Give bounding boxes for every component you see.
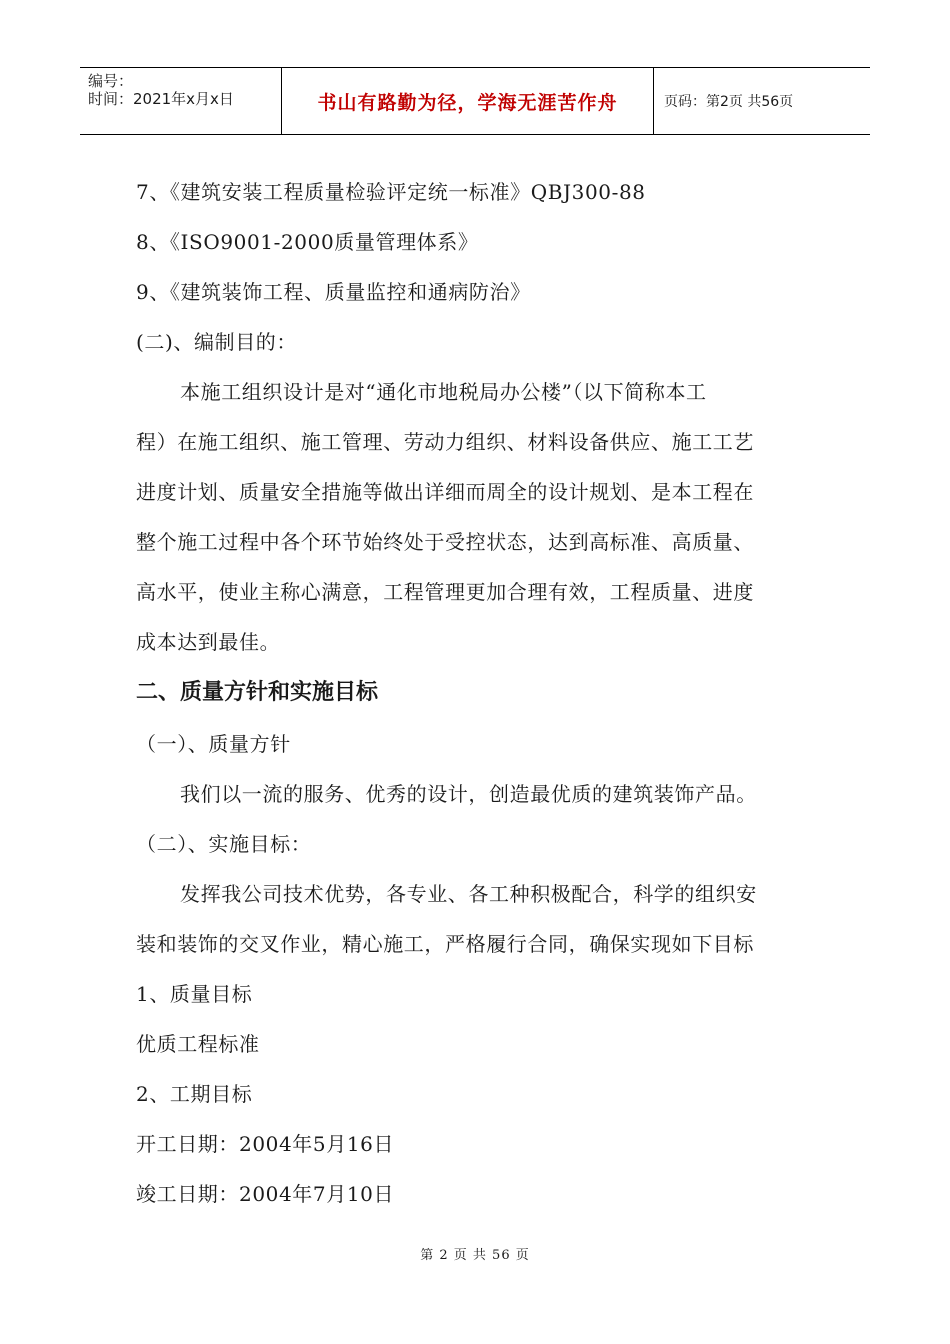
paragraph-line: 装和装饰的交叉作业，精心施工，严格履行合同，确保实现如下目标 bbox=[136, 932, 754, 956]
paragraph-line: 本施工组织设计是对“通化市地税局办公楼”（以下简称本工 bbox=[180, 380, 707, 404]
paragraph-line: 发挥我公司技术优势，各专业、各工种积极配合，科学的组织安 bbox=[180, 882, 757, 906]
quality-goal-value: 优质工程标准 bbox=[136, 1032, 260, 1056]
completion-date: 竣工日期：2004年7月10日 bbox=[136, 1182, 395, 1206]
reference-item-8: 8、《ISO9001-2000质量管理体系》 bbox=[136, 230, 479, 254]
section-heading: 二、质量方针和实施目标 bbox=[136, 680, 379, 705]
header-meta bbox=[80, 68, 282, 134]
header-time-label: 时间：2021年x月x日 bbox=[88, 90, 234, 108]
list-item-schedule-goal: 2、工期目标 bbox=[136, 1082, 253, 1106]
paragraph-line: 高水平，使业主称心满意，工程管理更加合理有效，工程质量、进度 bbox=[136, 580, 754, 604]
paragraph-line: 我们以一流的服务、优秀的设计，创造最优质的建筑装饰产品。 bbox=[180, 782, 757, 806]
paragraph-line: 整个施工过程中各个环节始终处于受控状态，达到高标准、高质量、 bbox=[136, 530, 754, 554]
subsection-heading-goals: （二）、实施目标： bbox=[136, 832, 312, 856]
subsection-heading-quality-policy: （一）、质量方针 bbox=[136, 732, 291, 756]
paragraph-line: 进度计划、质量安全措施等做出详细而周全的设计规划、是本工程在 bbox=[136, 480, 754, 504]
reference-item-7: 7、《建筑安装工程质量检验评定统一标准》QBJ300-88 bbox=[136, 180, 646, 204]
reference-item-9: 9、《建筑装饰工程、质量监控和通病防治》 bbox=[136, 280, 531, 304]
document-body bbox=[136, 167, 826, 1219]
header-motto: 书山有路勤为径，学海无涯苦作舟 bbox=[282, 68, 654, 134]
header-number-label: 编号： bbox=[88, 72, 134, 90]
paragraph-line: 成本达到最佳。 bbox=[136, 630, 281, 654]
page-footer: 第 2 页 共 56 页 bbox=[420, 1248, 530, 1263]
page-header bbox=[80, 67, 870, 135]
header-page-info: 页码：第2页 共56页 bbox=[664, 94, 794, 110]
paragraph-line: 程）在施工组织、施工管理、劳动力组织、材料设备供应、施工工艺 bbox=[136, 430, 754, 454]
start-date: 开工日期：2004年5月16日 bbox=[136, 1132, 395, 1156]
list-item-quality-goal: 1、质量目标 bbox=[136, 982, 253, 1006]
subsection-heading-purpose: (二)、编制目的： bbox=[136, 330, 298, 354]
